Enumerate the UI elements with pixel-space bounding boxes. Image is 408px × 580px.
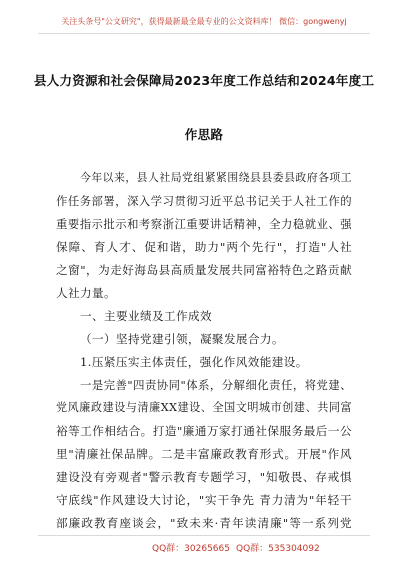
document-title-line-1: 县人力资源和社会保障局2023年度工作总结和2024年度工 bbox=[33, 73, 375, 88]
body-line: 党风廉政建设与清廉XX建设、全国文明城市创建、共同富 bbox=[56, 401, 352, 414]
header-divider bbox=[38, 33, 370, 34]
body-line: 建设没有旁观者"警示教育专题学习，"知敬畏、存戒惧 bbox=[56, 470, 352, 484]
header-banner: 关注头条号"公文研究"，获得最新最全最专业的公文资料库！ 微信：gongwenyj bbox=[61, 17, 347, 26]
body-line: 作任务部署，深入学习贯彻习近平总书记关于人社工作的 bbox=[56, 194, 352, 208]
subsection-heading: （一）坚持党建引领，凝聚发展合力。 bbox=[80, 332, 284, 346]
body-line: 部廉政教育座谈会，"致未来·青年读清廉"等一系列党 bbox=[56, 516, 352, 530]
body-line: 裕等工作相结合。打造"廉通万家打通社保服务最后一公 bbox=[56, 424, 352, 438]
body-line: 里"清廉社保品牌。二是丰富廉政教育形式。开展"作风 bbox=[56, 447, 352, 461]
body-line: 保障、育人才、促和谐，助力"两个先行"，打造"人社 bbox=[56, 240, 352, 254]
item-heading: 1.压紧压实主体责任，强化作风效能建设。 bbox=[80, 355, 308, 369]
body-line: 今年以来，县人社局党组紧紧围绕县县委县政府各项工 bbox=[80, 171, 352, 184]
footer-qq-group-2: QQ群：535304092 bbox=[236, 544, 320, 554]
body-line: 人社力量。 bbox=[56, 286, 116, 300]
footer-qq-group-1: QQ群：30265665 bbox=[152, 544, 230, 554]
footer-divider bbox=[38, 535, 370, 536]
body-line: 一是完善"四责协同"体系，分解细化责任，将党建、 bbox=[80, 378, 352, 392]
body-line: 之窗"，为走好海岛县高质量发展共同富裕特色之路贡献 bbox=[56, 263, 352, 277]
body-line: 守底线"作风建设大讨论，"实干争先 青力清为"年轻干 bbox=[56, 493, 352, 507]
document-title-line-2: 作思路 bbox=[184, 127, 224, 142]
body-line: 重要指示批示和考察浙江重要讲话精神，全力稳就业、强 bbox=[56, 217, 352, 231]
section-heading: 一、主要业绩及工作成效 bbox=[80, 309, 212, 323]
